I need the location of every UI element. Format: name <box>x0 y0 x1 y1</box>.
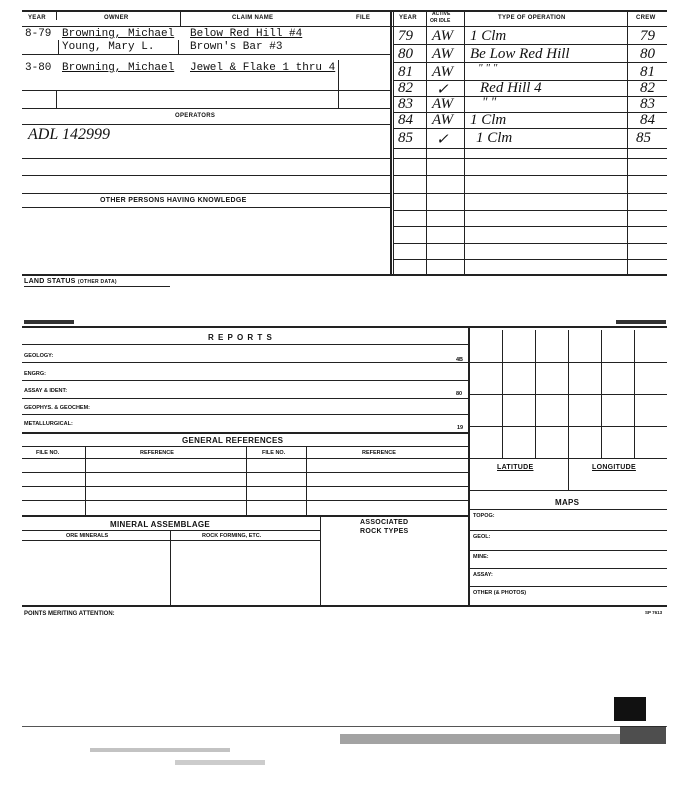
row1-year: 8-79 <box>25 28 52 40</box>
land-status-underline <box>24 286 170 287</box>
report-assay-label: ASSAY & IDENT: <box>24 388 68 394</box>
refs-rule <box>22 458 468 459</box>
activity-row4-type: Red Hill 4 <box>480 80 542 96</box>
reports-divider <box>468 326 470 606</box>
general-references-title: GENERAL REFERENCES <box>182 436 284 445</box>
bottom-border <box>22 605 667 607</box>
maps-rule <box>469 530 667 531</box>
scan-mark <box>24 320 74 324</box>
activity-row2-type: Be Low Red Hill <box>470 46 570 62</box>
maps-topog: TOPOG: <box>473 513 495 519</box>
header-owner: OWNER <box>104 15 129 21</box>
activity-header-idle: OR IDLE <box>430 18 451 24</box>
mineral-col <box>320 515 321 605</box>
operators-rule-2 <box>22 124 390 125</box>
row1-claim: Below Red Hill #4 <box>190 28 303 40</box>
header-claim-name: CLAIM NAME <box>232 15 274 21</box>
activity-row-rule <box>394 243 667 244</box>
refs-rule <box>22 486 468 487</box>
refs-header-ref1: REFERENCE <box>140 450 174 456</box>
row2-claim: Brown's Bar #3 <box>190 41 283 53</box>
col-tick <box>56 90 57 108</box>
refs-col <box>246 446 247 516</box>
activity-row2-crew: 80 <box>640 46 655 62</box>
header-year: YEAR <box>28 15 46 21</box>
land-status-sub: (OTHER DATA) <box>77 279 117 285</box>
maps-assay: ASSAY: <box>473 572 493 578</box>
activity-row3-year: 81 <box>398 64 413 80</box>
report-assay-num: 80 <box>456 391 463 397</box>
scan-smudge <box>340 734 620 744</box>
grid-row <box>469 426 667 427</box>
activity-row6-crew: 84 <box>640 112 655 128</box>
activity-col <box>627 10 628 275</box>
activity-row6-status: AW <box>432 112 454 128</box>
activity-row3-crew: 81 <box>640 64 655 80</box>
col-tick <box>58 40 59 54</box>
report-geology-num: 4B <box>456 357 464 363</box>
report-geology-label: GEOLOGY: <box>24 353 54 359</box>
activity-row-rule <box>394 175 667 176</box>
refs-col <box>306 446 307 516</box>
activity-row3-type: " " " <box>478 62 498 74</box>
activity-row-rule <box>394 158 667 159</box>
refs-col <box>85 446 86 516</box>
activity-header-crew: CREW <box>636 15 656 21</box>
reports-rule <box>22 398 468 399</box>
activity-row7-type: 1 Clm <box>476 130 513 146</box>
row-rule <box>22 175 390 176</box>
col-tick <box>180 10 181 26</box>
report-engrg-label: ENGRG: <box>24 371 46 377</box>
reports-top-border <box>22 326 667 328</box>
activity-row6-type: 1 Clm <box>470 112 507 128</box>
activity-row2-year: 80 <box>398 46 413 62</box>
activity-row2-status: AW <box>432 46 454 62</box>
refs-header-ref2: REFERENCE <box>362 450 396 456</box>
header-file: FILE <box>356 15 371 21</box>
form-number: SP 7613 <box>645 610 663 615</box>
activity-row-rule <box>394 210 667 211</box>
report-metallurgical-label: METALLURGICAL: <box>24 421 73 427</box>
activity-row4-crew: 82 <box>640 80 655 96</box>
row2-owner: Young, Mary L. <box>62 41 155 53</box>
reports-rule <box>22 344 468 345</box>
activity-col <box>464 10 465 275</box>
grid-row <box>469 394 667 395</box>
refs-header-file1: FILE NO. <box>36 450 60 456</box>
associated-line1: ASSOCIATED <box>360 519 409 526</box>
scan-mark <box>616 320 666 324</box>
maps-other: OTHER (& PHOTOS) <box>473 590 527 596</box>
reports-title: R E P O R T S <box>208 333 273 342</box>
operator-entry: ADL 142999 <box>28 126 110 143</box>
top-border <box>22 10 667 12</box>
land-status-title: LAND STATUS <box>24 278 76 285</box>
row3-claim: Jewel & Flake 1 thru 4 <box>190 62 336 74</box>
refs-bottom <box>22 515 468 517</box>
scan-edge <box>22 726 667 727</box>
scan-artifact-block <box>614 697 646 721</box>
activity-header-year: YEAR <box>399 15 417 21</box>
activity-row1-status: AW <box>432 28 454 44</box>
activity-header-type: TYPE OF OPERATION <box>498 15 566 21</box>
land-status-label <box>24 278 117 285</box>
center-divider-2 <box>393 10 394 275</box>
activity-row4-year: 82 <box>398 80 413 96</box>
row-rule <box>22 90 390 91</box>
maps-title: MAPS <box>555 498 580 507</box>
activity-row5-crew: 83 <box>640 96 655 112</box>
reports-rule <box>22 380 468 381</box>
row3-year: 3-80 <box>25 62 52 74</box>
activity-row3-status: AW <box>432 64 454 80</box>
activity-row-rule <box>394 193 667 194</box>
maps-rule <box>469 509 667 510</box>
activity-row-rule <box>394 259 667 260</box>
col-tick <box>56 10 57 20</box>
ore-minerals-label: ORE MINERALS <box>66 533 109 539</box>
scan-smudge <box>620 726 666 744</box>
activity-row1-crew: 79 <box>640 28 655 44</box>
refs-rule <box>22 500 468 501</box>
activity-col <box>426 10 427 275</box>
activity-row5-status: AW <box>432 96 454 112</box>
points-meriting-attention: POINTS MERITING ATTENTION: <box>24 611 115 617</box>
scan-smudge <box>90 748 230 752</box>
activity-row7-status: ✓ <box>436 132 449 148</box>
row-rule <box>22 158 390 159</box>
latitude-label: LATITUDE <box>497 464 534 471</box>
operators-rule <box>22 108 390 109</box>
row-rule <box>22 54 390 55</box>
refs-header-file2: FILE NO. <box>262 450 286 456</box>
maps-top-rule <box>469 490 667 491</box>
other-persons-title: OTHER PERSONS HAVING KNOWLEDGE <box>100 197 247 204</box>
activity-row1-year: 79 <box>398 28 413 44</box>
scan-smudge <box>175 760 265 765</box>
col-tick <box>178 40 179 54</box>
activity-row7-year: 85 <box>398 130 413 146</box>
mineral-assemblage-title: MINERAL ASSEMBLAGE <box>110 520 211 529</box>
header-rule <box>22 26 667 27</box>
report-metallurgical-num: 19 <box>457 425 464 431</box>
activity-row-rule <box>394 148 667 149</box>
activity-row5-type: " " <box>482 94 497 109</box>
refs-rule <box>22 472 468 473</box>
maps-rule <box>469 586 667 587</box>
mineral-rule <box>22 540 320 541</box>
activity-row1-type: 1 Clm <box>470 28 507 44</box>
activity-row-rule <box>394 226 667 227</box>
row1-owner: Browning, Michael <box>62 28 175 40</box>
activity-header-active: ACTIVE <box>432 11 451 17</box>
activity-row6-year: 84 <box>398 112 413 128</box>
file-col-line <box>338 60 339 108</box>
maps-mine: MINE: <box>473 554 489 560</box>
reports-rule <box>22 432 468 434</box>
maps-geol: GEOL: <box>473 534 491 540</box>
mineral-col <box>170 530 171 605</box>
mineral-rule <box>22 530 320 531</box>
grid-row <box>469 362 667 363</box>
center-divider <box>390 10 392 275</box>
report-geophys-label: GEOPHYS. & GEOCHEM: <box>24 405 91 411</box>
row3-owner: Browning, Michael <box>62 62 175 74</box>
associated-line2: ROCK TYPES <box>360 528 409 535</box>
refs-rule <box>22 446 468 447</box>
top-bottom-border <box>22 274 667 276</box>
activity-row7-crew: 85 <box>636 130 651 146</box>
activity-row5-year: 83 <box>398 96 413 112</box>
rock-forming-label: ROCK FORMING, ETC. <box>202 533 262 539</box>
other-persons-rule <box>22 193 390 194</box>
maps-rule <box>469 550 667 551</box>
maps-rule <box>469 568 667 569</box>
operators-title: OPERATORS <box>175 113 216 119</box>
lat-long-divider <box>568 458 569 490</box>
other-persons-rule-2 <box>22 207 390 208</box>
activity-row4-status: ✓ <box>436 82 449 98</box>
reports-rule <box>22 362 468 363</box>
longitude-label: LONGITUDE <box>592 464 636 471</box>
reports-rule <box>22 414 468 415</box>
